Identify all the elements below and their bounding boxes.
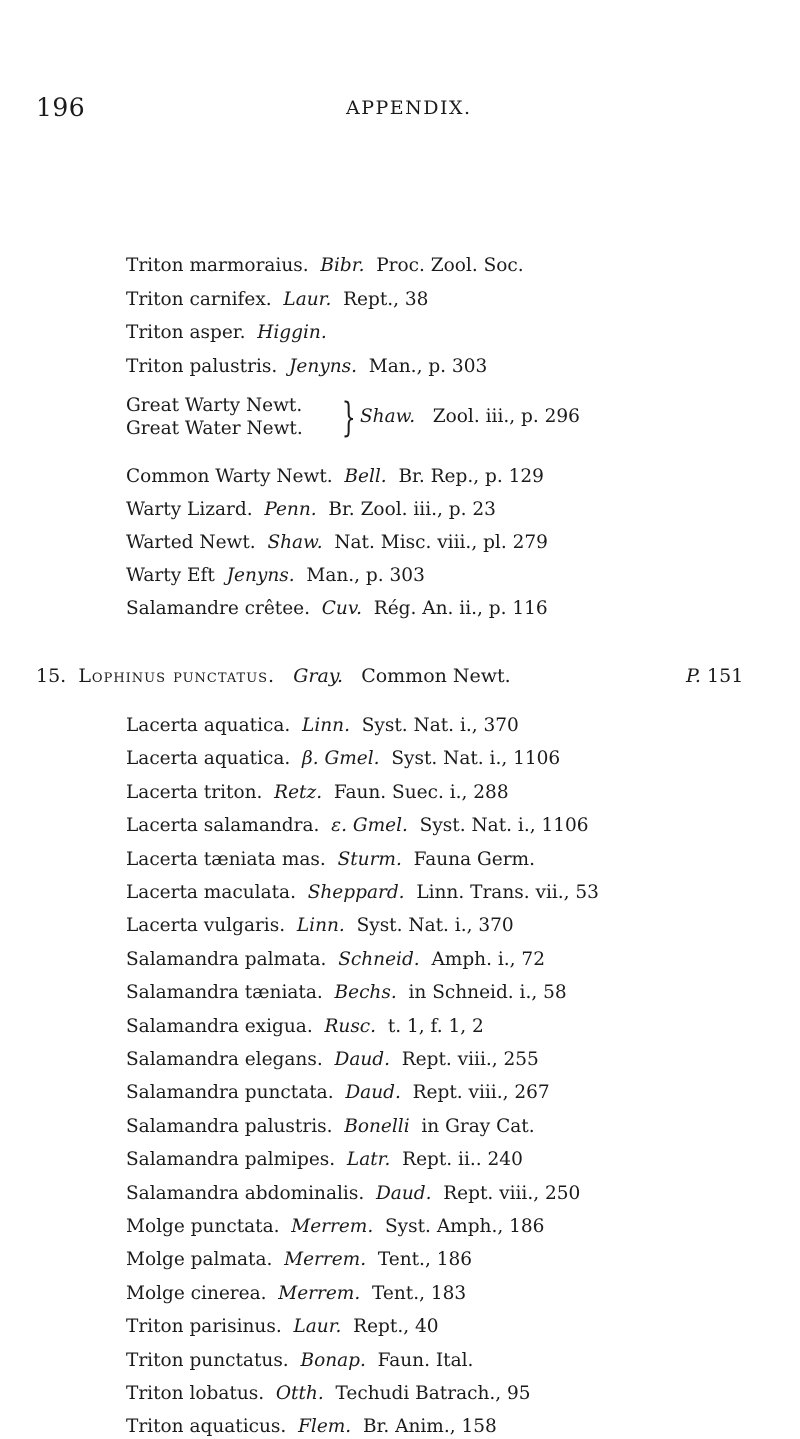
synonym-name: Warty Lizard.	[126, 499, 253, 520]
synonym-reference: Br. Rep., p. 129	[398, 466, 544, 487]
synonym-name: Lacerta tæniata mas.	[126, 848, 326, 870]
synonym-name: Salamandra exigua.	[126, 1015, 313, 1037]
synonym-authority: Laur.	[293, 1316, 342, 1338]
synonym-name: Warted Newt.	[126, 532, 256, 553]
synonym-reference: Syst. Amph., 186	[385, 1216, 545, 1237]
synonym-authority: Daud.	[375, 1182, 432, 1204]
synonym-line	[126, 1182, 580, 1206]
running-head: APPENDIX.	[346, 97, 472, 119]
page-number: 196	[36, 93, 86, 122]
species-heading	[36, 665, 744, 687]
synonym-name: Salamandra elegans.	[126, 1049, 323, 1070]
synonym-name: Warty Eft	[126, 565, 215, 586]
synonym-reference: Fauna Germ.	[413, 848, 535, 870]
synonym-authority: Penn.	[264, 499, 317, 520]
synonym-line	[126, 1048, 539, 1072]
synonym-authority: Sturm.	[337, 848, 402, 870]
synonym-line	[126, 1349, 473, 1373]
synonym-authority: Schneid.	[338, 948, 420, 970]
synonym-line	[126, 531, 548, 555]
synonym-reference: Br. Zool. iii., p. 23	[328, 499, 496, 520]
synonym-reference: Rept., 38	[343, 288, 429, 310]
synonym-name: Lacerta triton.	[126, 781, 263, 803]
synonym-line	[126, 881, 599, 905]
synonym-line	[126, 1215, 544, 1239]
synonym-reference: Proc. Zool. Soc.	[376, 255, 524, 276]
synonym-authority: Higgin.	[257, 322, 327, 343]
synonym-line	[126, 498, 496, 522]
synonym-line	[126, 597, 548, 621]
synonym-name: Triton carnifex.	[126, 288, 272, 310]
synonym-reference: in Gray Cat.	[421, 1115, 535, 1137]
synonym-line	[126, 355, 487, 379]
plate-letter: P.	[686, 665, 701, 687]
synonym-line	[126, 781, 509, 805]
synonym-authority: Merrem.	[291, 1216, 374, 1237]
synonym-name: Molge cinerea.	[126, 1282, 267, 1304]
synonym-line	[126, 848, 535, 872]
synonym-line	[126, 254, 524, 278]
synonym-authority: Daud.	[334, 1049, 390, 1070]
synonym-authority: Linn.	[296, 915, 345, 937]
synonym-authority: Shaw.	[267, 532, 323, 553]
synonym-name: Salamandra palmata.	[126, 948, 327, 970]
synonym-authority: Bibr.	[320, 255, 365, 276]
synonym-authority: Latr.	[346, 1149, 391, 1171]
synonym-authority: Bell.	[344, 466, 387, 487]
synonym-name: Molge palmata.	[126, 1249, 273, 1271]
synonym-reference: Br. Anim., 158	[362, 1416, 497, 1438]
synonym-authority: Jenyns.	[226, 565, 295, 586]
synonym-reference: Faun. Ital.	[377, 1349, 474, 1371]
synonym-reference: Rept., 40	[353, 1316, 439, 1338]
synonym-authority: Bechs.	[334, 982, 397, 1004]
synonym-name: Triton asper.	[126, 322, 246, 343]
synonym-reference: Tent., 186	[377, 1249, 473, 1271]
synonym-reference: Amph. i., 72	[431, 948, 545, 970]
synonym-line	[126, 1115, 535, 1139]
synonym-reference: Techudi Batrach., 95	[335, 1383, 531, 1404]
synonym-authority: Linn.	[302, 715, 350, 736]
synonym-authority: Flem.	[298, 1416, 352, 1438]
synonym-reference: Syst. Nat. i., 1106	[419, 815, 589, 837]
synonym-authority: Laur.	[283, 288, 332, 310]
synonym-line	[126, 948, 545, 972]
synonym-line	[126, 1248, 472, 1272]
species-number: 15.	[36, 665, 67, 687]
species-name: Lophinus punctatus.	[78, 665, 276, 687]
brace-authority: Shaw.	[360, 406, 416, 427]
synonym-authority: Merrem.	[278, 1282, 361, 1304]
synonym-name: Lacerta salamandra.	[126, 815, 320, 837]
synonym-name: Salamandra tæniata.	[126, 982, 323, 1004]
synonym-reference: Rept. viii., 255	[401, 1049, 539, 1070]
synonym-reference: t. 1, f. 1, 2	[387, 1015, 484, 1037]
brace-group	[126, 394, 686, 450]
brace-glyph: }	[341, 395, 356, 441]
synonym-authority: Merrem.	[284, 1249, 367, 1271]
synonym-reference: Syst. Nat. i., 1106	[391, 748, 561, 770]
synonym-name: Lacerta aquatica.	[126, 748, 291, 770]
synonym-line	[126, 981, 567, 1005]
synonym-line	[126, 1148, 523, 1172]
synonym-reference: Man., p. 303	[306, 565, 425, 586]
synonym-name: Salamandra punctata.	[126, 1082, 334, 1104]
synonym-name: Salamandra palustris.	[126, 1115, 333, 1137]
synonym-name: Triton parisinus.	[126, 1316, 282, 1338]
synonym-reference: Syst. Nat. i., 370	[356, 915, 514, 937]
synonym-name: Salamandra palmipes.	[126, 1149, 336, 1171]
synonym-line	[126, 1382, 531, 1406]
synonym-line	[126, 1415, 497, 1439]
synonym-line	[126, 914, 514, 938]
synonym-authority: β. Gmel.	[302, 748, 380, 770]
synonym-line	[126, 564, 425, 588]
synonym-line	[126, 1081, 550, 1105]
synonym-line	[126, 321, 338, 345]
synonym-name: Triton aquaticus.	[126, 1416, 287, 1438]
synonym-line	[126, 1282, 466, 1306]
synonym-name: Triton palustris.	[126, 355, 278, 377]
synonym-reference: Rept. ii.. 240	[402, 1149, 523, 1171]
synonym-reference: Linn. Trans. vii., 53	[416, 882, 599, 903]
synonym-name: Salamandra abdominalis.	[126, 1182, 365, 1204]
synonym-reference: Rég. An. ii., p. 116	[373, 598, 548, 619]
synonym-reference: Faun. Suec. i., 288	[333, 781, 509, 803]
synonym-reference: in Schneid. i., 58	[408, 982, 567, 1004]
synonym-authority: Otth.	[275, 1383, 324, 1404]
synonym-authority: Bonap.	[300, 1349, 366, 1371]
brace-name: Great Warty Newt.	[126, 395, 303, 416]
synonym-name: Lacerta aquatica.	[126, 715, 291, 736]
synonym-reference: Nat. Misc. viii., pl. 279	[334, 532, 548, 553]
synonym-reference: Tent., 183	[372, 1282, 467, 1304]
synonym-name: Molge punctata.	[126, 1216, 280, 1237]
synonym-line	[126, 747, 560, 771]
synonym-name: Lacerta maculata.	[126, 882, 296, 903]
synonym-reference: Rept. viii., 250	[443, 1182, 581, 1204]
species-common-name: Common Newt.	[361, 665, 511, 687]
synonym-authority: Sheppard.	[307, 882, 405, 903]
brace-reference: Zool. iii., p. 296	[432, 406, 580, 427]
synonym-reference: Syst. Nat. i., 370	[361, 715, 519, 736]
synonym-authority: Cuv.	[321, 598, 362, 619]
synonym-name: Triton lobatus.	[126, 1383, 265, 1404]
synonym-line	[126, 814, 589, 838]
synonym-line	[126, 1015, 484, 1039]
synonym-authority: Bonelli	[344, 1115, 410, 1137]
synonym-authority: ε. Gmel.	[331, 815, 408, 837]
species-authority: Gray.	[293, 665, 344, 687]
synonym-line	[126, 714, 519, 738]
synonym-reference: Rept. viii., 267	[412, 1082, 550, 1104]
synonym-name: Lacerta vulgaris.	[126, 915, 286, 937]
synonym-line	[126, 1315, 439, 1339]
synonym-name: Salamandre crêtee.	[126, 598, 311, 619]
synonym-authority: Daud.	[345, 1082, 401, 1104]
synonym-name: Triton punctatus.	[126, 1349, 289, 1371]
synonym-line	[126, 288, 428, 312]
synonym-authority: Jenyns.	[289, 355, 358, 377]
synonym-line	[126, 465, 544, 489]
synonym-name: Common Warty Newt.	[126, 466, 333, 487]
synonym-reference: Man., p. 303	[368, 355, 488, 377]
synonym-authority: Retz.	[274, 781, 323, 803]
plate-number: 151	[707, 665, 744, 687]
synonym-authority: Rusc.	[324, 1015, 377, 1037]
synonym-name: Triton marmoraius.	[126, 255, 309, 276]
brace-name: Great Water Newt.	[126, 418, 303, 439]
